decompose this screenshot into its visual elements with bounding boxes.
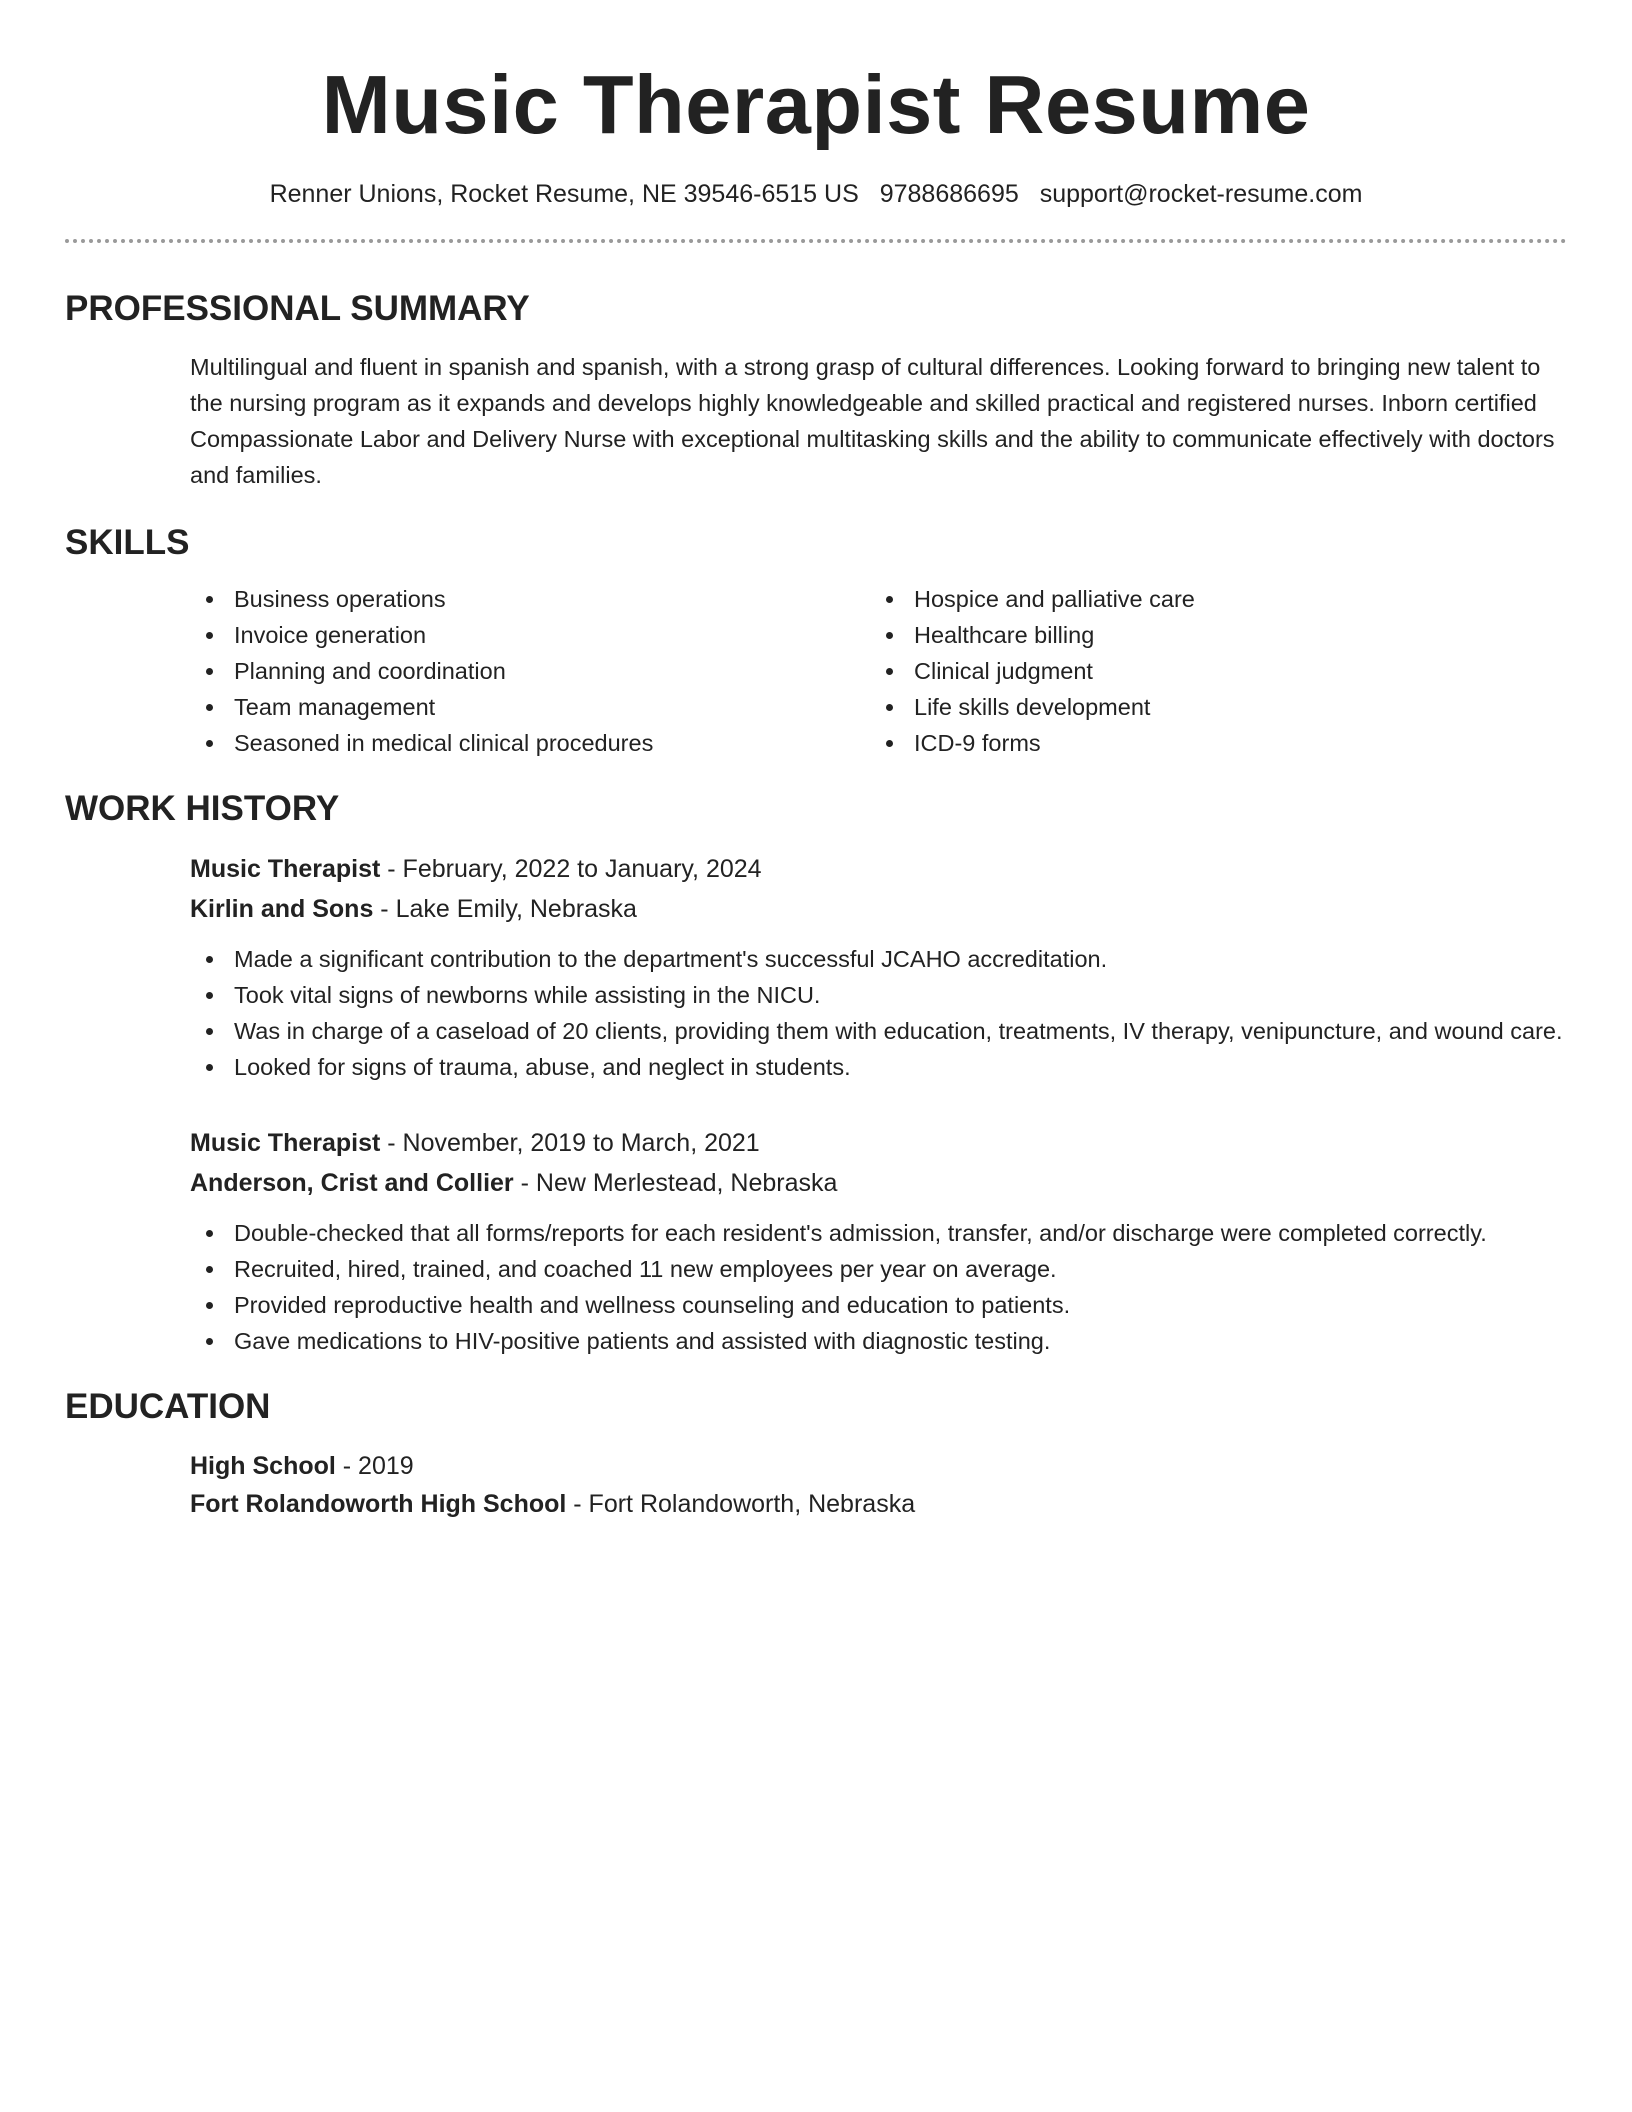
job-company: Anderson, Crist and Collier [190, 1169, 514, 1197]
job-bullet: Gave medications to HIV-positive patients and assisted with diagnostic testing. [190, 1323, 1567, 1359]
job-bullet: Provided reproductive health and wellness counseling and education to patients. [190, 1287, 1567, 1323]
skills-list-left [190, 581, 870, 761]
contact-phone: 9788686695 [879, 180, 1019, 208]
job-title: Music Therapist [190, 855, 381, 883]
job-bullet: Was in charge of a caseload of 20 clients, providing them with education, treatments, IV therapy, venipuncture, and wound care. [190, 1013, 1567, 1049]
job-company-line [190, 889, 1567, 929]
contact-line [65, 179, 1567, 209]
job-location: - New Merlestead, Nebraska [513, 1169, 838, 1197]
skill-item: Business operations [190, 581, 870, 617]
resume-title: Music Therapist Resume [321, 58, 1311, 151]
job-title-line [190, 1123, 1567, 1163]
education-school: Fort Rolandoworth High School [190, 1490, 567, 1518]
summary-text: Multilingual and fluent in spanish and spanish, with a strong grasp of cultural differences. Looking forward to bringing new talent to the nursing program as it expands and develops highly knowledgeable and skilled practical and registered nurses. Inborn certified Compassionate Labor and Delivery Nurse with exceptional multitasking skills and the ability to communicate effectively with doctors and families. [190, 354, 1555, 488]
job-entry [190, 849, 1567, 1085]
education-section [190, 1447, 1567, 1523]
job-bullet: Took vital signs of newborns while assisting in the NICU. [190, 977, 1567, 1013]
job-entry [190, 1123, 1567, 1359]
skill-item: Hospice and palliative care [870, 581, 1550, 617]
education-heading: EDUCATION [65, 1387, 271, 1426]
skill-item: Team management [190, 689, 870, 725]
summary-section [190, 349, 1567, 493]
job-dates: - November, 2019 to March, 2021 [380, 1129, 760, 1157]
job-dates: - February, 2022 to January, 2024 [380, 855, 762, 883]
job-bullet: Looked for signs of trauma, abuse, and neglect in students. [190, 1049, 1567, 1085]
skill-item: Seasoned in medical clinical procedures [190, 725, 870, 761]
skill-item: ICD-9 forms [870, 725, 1550, 761]
job-bullets [190, 941, 1567, 1085]
job-bullet: Recruited, hired, trained, and coached 11 new employees per year on average. [190, 1251, 1567, 1287]
job-company-line [190, 1163, 1567, 1203]
header-divider [65, 239, 1567, 243]
contact-address: Renner Unions, Rocket Resume, NE 39546-6515 US [269, 180, 859, 208]
skill-item: Life skills development [870, 689, 1550, 725]
job-bullet: Double-checked that all forms/reports for each resident's admission, transfer, and/or discharge were completed correctly. [190, 1215, 1567, 1251]
job-bullet: Made a significant contribution to the department's successful JCAHO accreditation. [190, 941, 1567, 977]
job-bullets [190, 1215, 1567, 1359]
education-degree: High School [190, 1452, 336, 1480]
education-school-line [190, 1485, 1567, 1523]
skill-item: Healthcare billing [870, 617, 1550, 653]
job-location: - Lake Emily, Nebraska [373, 895, 637, 923]
work-history-section [190, 849, 1567, 1359]
summary-heading: PROFESSIONAL SUMMARY [65, 289, 530, 328]
work-history-heading: WORK HISTORY [65, 789, 340, 828]
skill-item: Planning and coordination [190, 653, 870, 689]
skills-list-right [870, 581, 1550, 761]
education-degree-line [190, 1447, 1567, 1485]
education-location: - Fort Rolandoworth, Nebraska [566, 1490, 916, 1518]
skills-heading: SKILLS [65, 523, 190, 562]
skill-item: Clinical judgment [870, 653, 1550, 689]
job-company: Kirlin and Sons [190, 895, 374, 923]
skills-grid [190, 581, 1567, 761]
education-year: - 2019 [335, 1452, 414, 1480]
job-title-line [190, 849, 1567, 889]
skill-item: Invoice generation [190, 617, 870, 653]
contact-email: support@rocket-resume.com [1039, 180, 1363, 208]
job-title: Music Therapist [190, 1129, 381, 1157]
